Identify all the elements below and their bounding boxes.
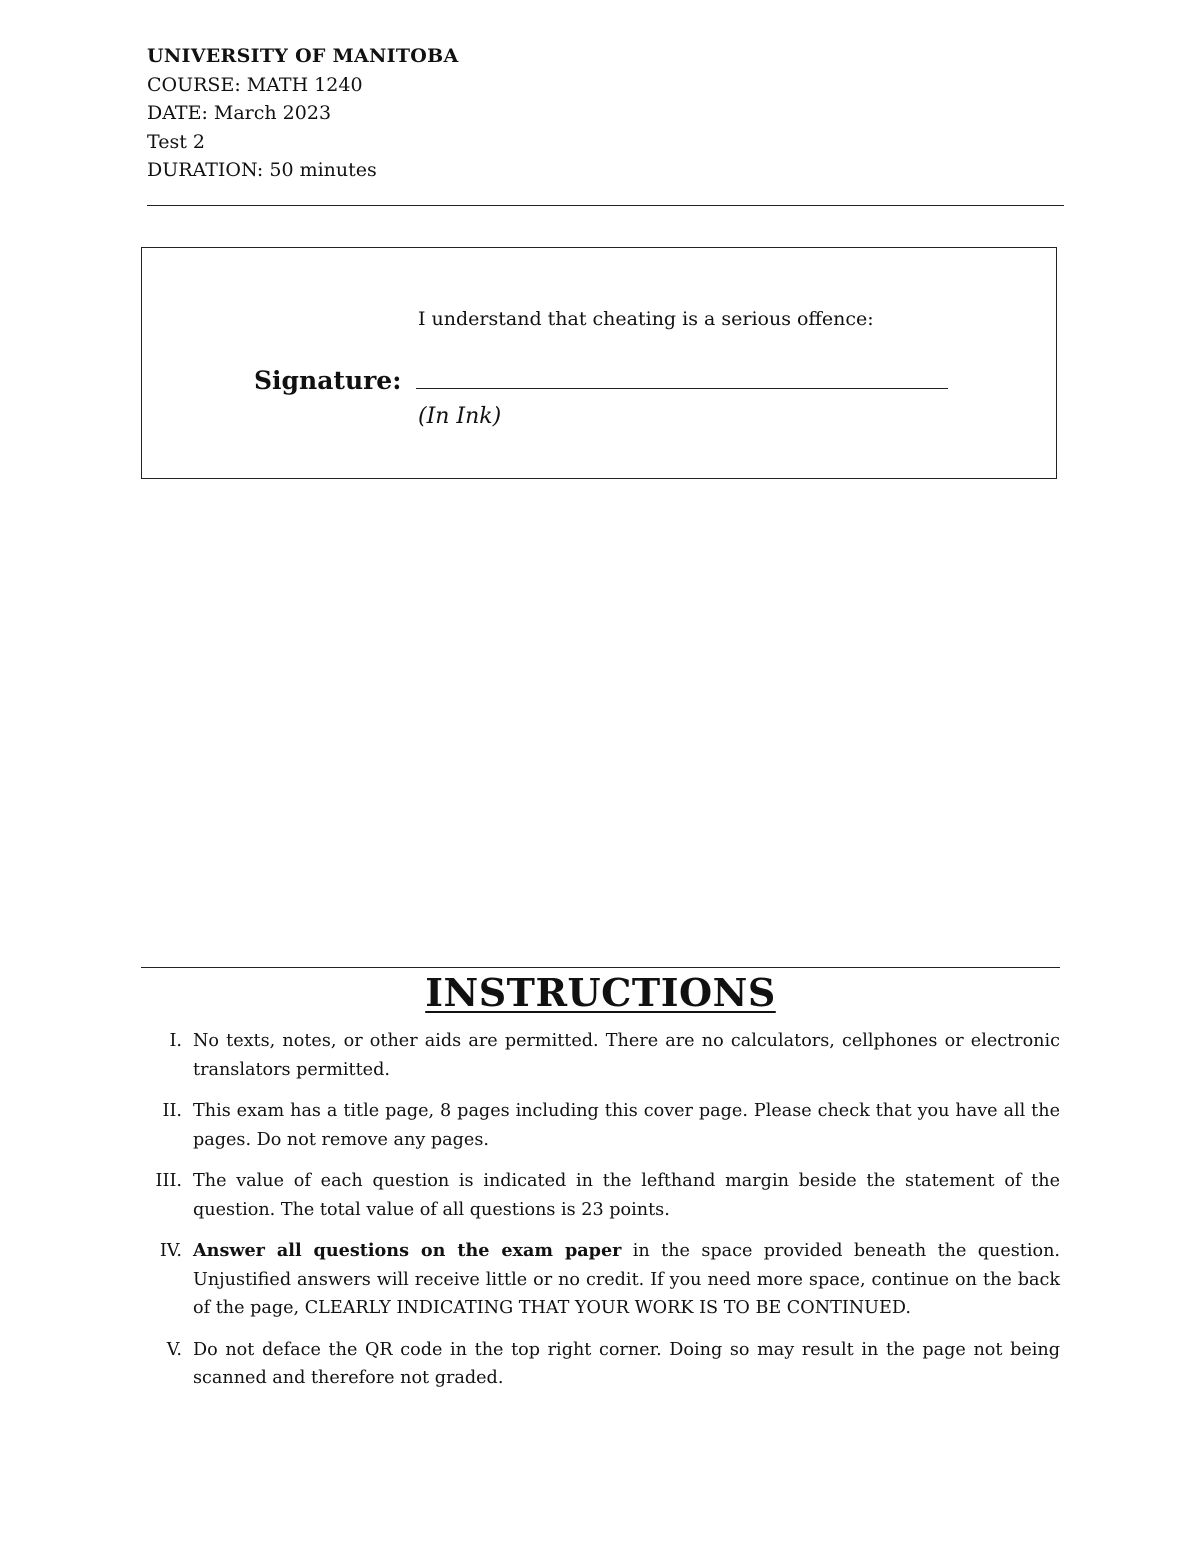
instruction-number: III. <box>155 1171 182 1191</box>
instruction-body: This exam has a title page, 8 pages including this cover page. Please check that you have all the pages. Do not remove any pages. <box>193 1101 1060 1150</box>
instruction-item <box>141 1027 1060 1084</box>
date-line: DATE: March 2023 <box>147 102 332 124</box>
exam-header <box>147 42 1064 185</box>
instruction-text <box>193 1336 1060 1393</box>
instruction-text <box>193 1097 1060 1154</box>
instructions-list <box>141 1027 1060 1406</box>
instruction-body: No texts, notes, or other aids are permitted. There are no calculators, cellphones or electronic translators permitted. <box>193 1031 1060 1080</box>
instruction-item <box>141 1097 1060 1154</box>
cheating-statement: I understand that cheating is a serious offence: <box>418 308 874 330</box>
instruction-text <box>193 1167 1060 1224</box>
header-divider <box>147 205 1064 206</box>
instruction-number: II. <box>162 1101 182 1121</box>
instruction-item <box>141 1167 1060 1224</box>
in-ink-note: (In Ink) <box>418 404 502 429</box>
instruction-bold: Answer all questions on the exam paper <box>193 1240 622 1261</box>
duration-line: DURATION: 50 minutes <box>147 159 377 181</box>
instruction-number: I. <box>169 1031 182 1051</box>
instruction-body: The value of each question is indicated in the lefthand margin beside the statement of the question. The total value of all questions is 23 points. <box>193 1171 1060 1220</box>
instructions-title <box>141 968 1060 1018</box>
university-name: UNIVERSITY OF MANITOBA <box>147 45 459 67</box>
instruction-number: IV. <box>159 1241 182 1261</box>
signature-box <box>141 247 1057 479</box>
course-line: COURSE: MATH 1240 <box>147 73 363 96</box>
instruction-item <box>141 1237 1060 1323</box>
instruction-body: in the space provided beneath the question. Unjustified answers will receive little or no credit. If you need more space, continue on the back of the page, CLEARLY INDICATING THAT YOUR WORK IS TO BE CONTINUED. <box>193 1241 1061 1318</box>
instruction-number: V. <box>166 1339 182 1360</box>
instruction-text <box>193 1027 1060 1084</box>
instructions-title-text: INSTRUCTIONS <box>425 970 776 1015</box>
instruction-item <box>141 1336 1060 1393</box>
test-line: Test 2 <box>147 130 205 153</box>
instruction-body: Do not deface the QR code in the top right corner. Doing so may result in the page not being scanned and therefore not graded. <box>193 1339 1060 1388</box>
signature-line[interactable] <box>416 388 948 389</box>
signature-label: Signature: <box>254 366 402 395</box>
instruction-text <box>193 1237 1060 1323</box>
